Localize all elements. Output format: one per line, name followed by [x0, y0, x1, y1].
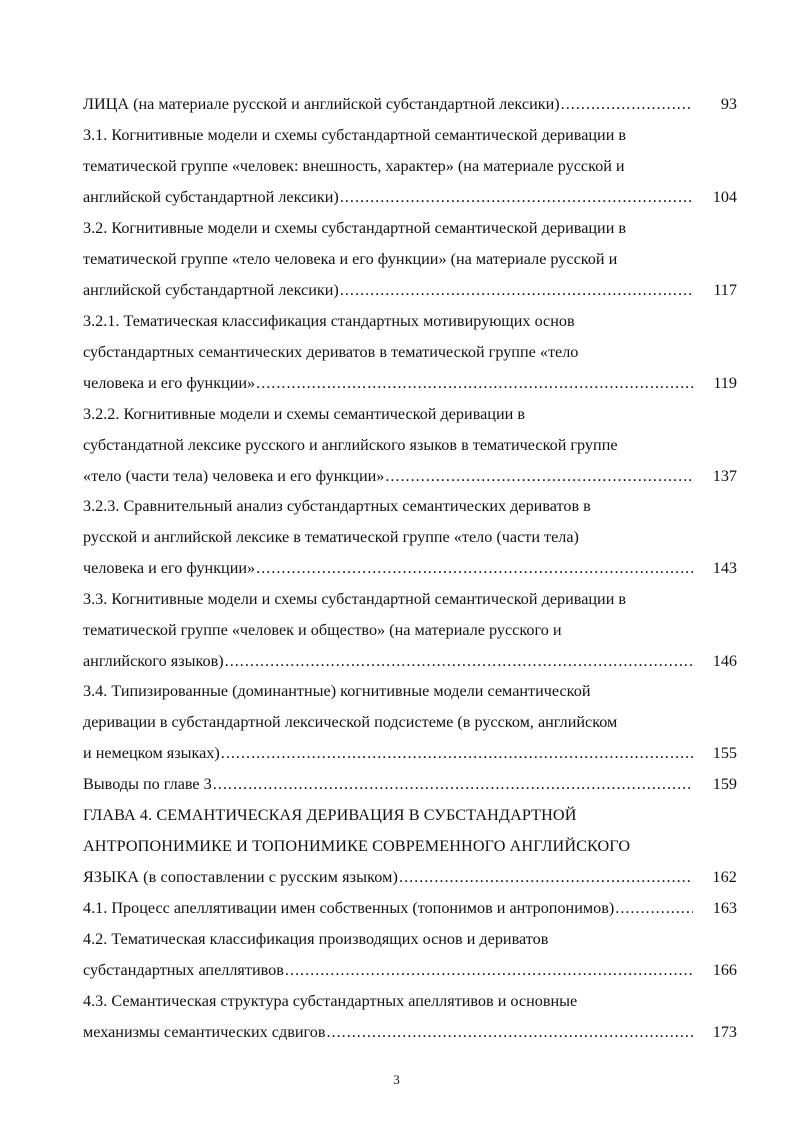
- toc-entry-last-line: [83, 955, 737, 986]
- toc-entry-last-line: [83, 368, 737, 399]
- dot-leader: [225, 646, 693, 677]
- toc-entry[interactable]: [83, 676, 737, 769]
- toc-entry-line: 3.2.3. Сравнительный анализ субстандартных семантических дериватов в: [83, 497, 591, 515]
- dot-leader: [399, 862, 693, 893]
- toc-entry-line: субстандартных семантических дериватов в тематической группе «тело: [83, 343, 579, 361]
- toc-entry[interactable]: [83, 986, 737, 1048]
- toc-entry-line: 4.3. Семантическая структура субстандартных апеллятивов и основные: [83, 992, 578, 1010]
- toc-entry[interactable]: [83, 89, 737, 120]
- toc-entry-title: ЛИЦА (на материале русской и английской субстандартной лексики): [83, 95, 560, 113]
- toc-entry-title: и немецком языках): [83, 744, 220, 762]
- toc-entry-title: человека и его функции»: [83, 374, 256, 392]
- toc-entry-line: ГЛАВА 4. СЕМАНТИЧЕСКАЯ ДЕРИВАЦИЯ В СУБСТАНДАРТНОЙ: [83, 806, 577, 824]
- toc-entry-line: 3.2.2. Когнитивные модели и схемы семантической деривации в: [83, 405, 525, 423]
- toc-entry[interactable]: [83, 924, 737, 986]
- toc-page-number: 104: [712, 188, 737, 206]
- toc-entry-title: Выводы по главе 3: [83, 775, 212, 793]
- dot-leader: [385, 461, 693, 492]
- toc-page-number: 166: [712, 961, 737, 979]
- toc-entry-line: тематической группе «человек и общество» (на материале русского и: [83, 621, 562, 639]
- toc-entry-line: 3.1. Когнитивные модели и схемы субстандартной семантической деривации в: [83, 126, 627, 144]
- toc-page-number: 162: [712, 868, 737, 886]
- toc-entry-last-line: [83, 89, 737, 120]
- dot-leader: [561, 89, 693, 120]
- toc-entry-line: АНТРОПОНИМИКЕ И ТОПОНИМИКЕ СОВРЕМЕННОГО АНГЛИЙСКОГО: [83, 837, 631, 855]
- toc-entry-line: 3.4. Типизированные (доминантные) когнитивные модели семантической: [83, 682, 591, 700]
- toc-entry-line: деривации в субстандартной лексической подсистеме (в русском, английском: [83, 713, 618, 731]
- toc-page-number: 155: [712, 744, 737, 762]
- toc-entry-title: английской субстандартной лексики): [83, 188, 339, 206]
- toc-entry-last-line: [83, 769, 737, 800]
- toc-entry-title: английского языков): [83, 652, 224, 670]
- toc-page-number: 159: [712, 775, 737, 793]
- toc-page-number: 117: [713, 281, 737, 299]
- toc-entry[interactable]: [83, 491, 737, 584]
- toc-entry-last-line: [83, 893, 737, 924]
- toc-page-number: 119: [713, 374, 737, 392]
- toc-entry-line: тематической группе «человек: внешность, характер» (на материале русской и: [83, 157, 625, 175]
- toc-entry-line: 3.2.1. Тематическая классификация стандартных мотивирующих основ: [83, 312, 575, 330]
- toc-entry-last-line: [83, 646, 737, 677]
- toc-page-number: 163: [712, 899, 737, 917]
- toc-entry-chapter[interactable]: [83, 800, 737, 893]
- dot-leader: [340, 275, 693, 306]
- toc-entry-line: 3.2. Когнитивные модели и схемы субстандартной семантической деривации в: [83, 219, 627, 237]
- toc-entry-line: субстандатной лексике русского и английского языков в тематической группе: [83, 436, 618, 454]
- dot-leader: [213, 769, 693, 800]
- dot-leader: [327, 1017, 693, 1048]
- toc-entry-title: английской субстандартной лексики): [83, 281, 339, 299]
- dot-leader: [221, 738, 693, 769]
- toc-page-number: 137: [712, 467, 737, 485]
- toc-page-number: 173: [712, 1023, 737, 1041]
- toc-entry-title: «тело (части тела) человека и его функции»: [83, 467, 385, 485]
- toc-entry[interactable]: [83, 213, 737, 306]
- toc-entry-last-line: [83, 862, 737, 893]
- dot-leader: [340, 182, 693, 213]
- toc-entry-title: субстандартных апеллятивов: [83, 961, 284, 979]
- toc-entry[interactable]: [83, 120, 737, 213]
- dot-leader: [256, 553, 693, 584]
- toc-entry-line: тематической группе «тело человека и его функции» (на материале русской и: [83, 250, 618, 268]
- toc-entry-line: 4.2. Тематическая классификация производящих основ и дериватов: [83, 930, 549, 948]
- toc-entry-last-line: [83, 553, 737, 584]
- toc-entry[interactable]: [83, 769, 737, 800]
- toc-entry-title: 4.1. Процесс апеллятивации имен собственных (топонимов и антропонимов): [83, 899, 615, 917]
- toc-entry-line: 3.3. Когнитивные модели и схемы субстандартной семантической деривации в: [83, 590, 627, 608]
- toc-entry[interactable]: [83, 399, 737, 492]
- toc-entry-last-line: [83, 461, 737, 492]
- dot-leader: [285, 955, 693, 986]
- toc-entry-last-line: [83, 1017, 737, 1048]
- dot-leader: [256, 368, 693, 399]
- toc-entry-title: ЯЗЫКА (в сопоставлении с русским языком): [83, 868, 399, 886]
- toc-page-number: 146: [712, 652, 737, 670]
- toc-entry[interactable]: [83, 893, 737, 924]
- toc-entry[interactable]: [83, 306, 737, 399]
- toc-entry[interactable]: [83, 584, 737, 677]
- toc-entry-last-line: [83, 182, 737, 213]
- toc-page-number: 93: [720, 95, 737, 113]
- toc-entry-last-line: [83, 275, 737, 306]
- toc-entry-last-line: [83, 738, 737, 769]
- toc-entry-title: механизмы семантических сдвигов: [83, 1023, 326, 1041]
- toc-page-number: 143: [712, 559, 737, 577]
- toc-entry-title: человека и его функции»: [83, 559, 256, 577]
- dot-leader: [615, 893, 693, 924]
- page-number-footer: 3: [393, 1072, 400, 1087]
- toc-entry-line: русской и английской лексике в тематической группе «тело (части тела): [83, 528, 579, 546]
